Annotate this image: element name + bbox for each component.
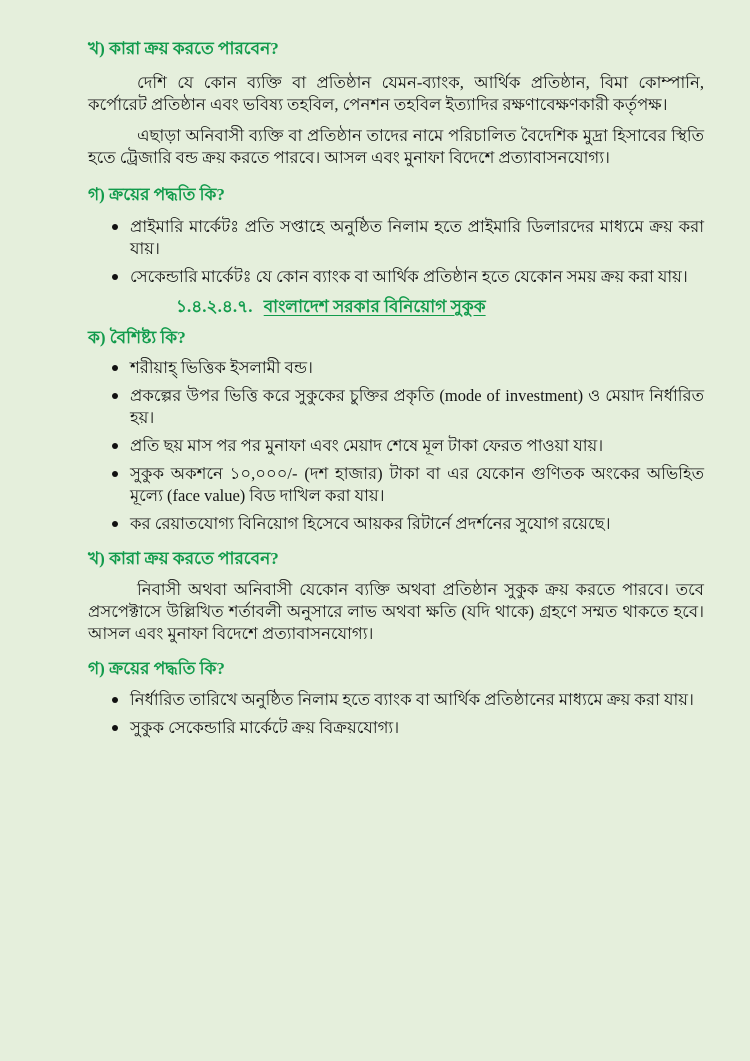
list-item-text: প্রতি ছয় মাস পর পর মুনাফা এবং মেয়াদ শেষে মূল টাকা ফেরত পাওয়া যায়। <box>130 436 604 455</box>
list-item-text: সেকেন্ডারি মার্কেটঃ যে কোন ব্যাংক বা আর্থিক প্রতিষ্ঠান হতে যেকোন সময় ক্রয় করা যায়। <box>130 267 688 286</box>
bullet-dot-icon <box>112 521 118 527</box>
list-item-text: শরীয়াহ্ ভিত্তিক ইসলামী বন্ড। <box>130 358 313 377</box>
section-header-treasury-purchase-method: গ) ক্রয়ের পদ্ধতি কি? <box>88 185 225 204</box>
list-item <box>88 266 704 288</box>
list-item-text: নির্ধারিত তারিখে অনুষ্ঠিত নিলাম হতে ব্যাংক বা আর্থিক প্রতিষ্ঠানের মাধ্যমে ক্রয় করা যায়। <box>130 690 694 709</box>
heading-title: বাংলাদেশ সরকার বিনিয়োগ সুকুক <box>263 297 486 316</box>
section-header-sukuk-purchase-method: গ) ক্রয়ের পদ্ধতি কি? <box>88 659 225 678</box>
bullet-dot-icon <box>112 471 118 477</box>
bullet-dot-icon <box>112 443 118 449</box>
paragraph-treasury-buyers-domestic: দেশি যে কোন ব্যক্তি বা প্রতিষ্ঠান যেমন-ব্যাংক, আর্থিক প্রতিষ্ঠান, বিমা কোম্পানি, কর্পোরেট প্রতিষ্ঠান এবং ভবিষ্য তহবিল, পেনশন তহবিল ইত্যাদির রক্ষণাবেক্ষণকারী কর্তৃপক্ষ। <box>88 73 704 114</box>
list-item <box>88 357 704 379</box>
paragraph-treasury-buyers-nonresident: এছাড়া অনিবাসী ব্যক্তি বা প্রতিষ্ঠান তাদের নামে পরিচালিত বৈদেশিক মুদ্রা হিসাবের স্থিতি হতে ট্রেজারি বন্ড ক্রয় করতে পারবে। আসল এবং মুনাফা বিদেশে প্রত্যাবাসনযোগ্য। <box>88 126 704 167</box>
bullet-dot-icon <box>112 393 118 399</box>
list-item <box>88 385 704 429</box>
bullet-dot-icon <box>112 224 118 230</box>
list-item-text: সুকুক সেকেন্ডারি মার্কেটে ক্রয় বিক্রয়যোগ্য। <box>130 718 400 737</box>
list-item-text: প্রাইমারি মার্কেটঃ প্রতি সপ্তাহে অনুষ্ঠিত নিলাম হতে প্রাইমারি ডিলারদের মাধ্যমে ক্রয় করা যায়। <box>130 217 704 258</box>
bullet-list-sukuk-purchase <box>88 689 704 739</box>
list-item <box>88 463 704 507</box>
list-item-text: প্রকল্পের উপর ভিত্তি করে সুকুকের চুক্তির প্রকৃতি (mode of investment) ও মেয়াদ নির্ধারিত হয়। <box>130 386 704 427</box>
list-item <box>88 216 704 260</box>
heading-number: ১.৪.২.৪.৭. <box>176 297 253 316</box>
sukuk-section-heading <box>176 296 704 317</box>
list-item <box>88 513 704 535</box>
bullet-list-sukuk-features <box>88 357 704 535</box>
paragraph-sukuk-buyers: নিবাসী অথবা অনিবাসী যেকোন ব্যক্তি অথবা প্রতিষ্ঠান সুকুক ক্রয় করতে পারবে। তবে প্রসপেক্টাসে উল্লিখিত শর্তাবলী অনুসারে লাভ অথবা ক্ষতি (যদি থাকে) গ্রহণে সম্মত থাকতে হবে। আসল এবং মুনাফা বিদেশে প্রত্যাবাসনযোগ্য। <box>88 580 704 643</box>
bullet-list-treasury-purchase <box>88 216 704 288</box>
bullet-dot-icon <box>112 725 118 731</box>
list-item <box>88 717 704 739</box>
bullet-dot-icon <box>112 365 118 371</box>
section-header-sukuk-who-can-buy: খ) কারা ক্রয় করতে পারবেন? <box>88 549 279 568</box>
list-item <box>88 435 704 457</box>
bullet-dot-icon <box>112 697 118 703</box>
section-header-sukuk-features: ক) বৈশিষ্ট্য কি? <box>88 328 186 347</box>
section-header-treasury-who-can-buy: খ) কারা ক্রয় করতে পারবেন? <box>88 39 279 58</box>
list-item-text: কর রেয়াতযোগ্য বিনিয়োগ হিসেবে আয়কর রিটার্নে প্রদর্শনের সুযোগ রয়েছে। <box>130 514 611 533</box>
bullet-dot-icon <box>112 274 118 280</box>
list-item <box>88 689 704 711</box>
list-item-text: সুকুক অকশনে ১০,০০০/- (দশ হাজার) টাকা বা এর যেকোন গুণিতক অংকের অভিহিত মূল্যে (face value) বিড দাখিল করা যায়। <box>130 464 704 505</box>
